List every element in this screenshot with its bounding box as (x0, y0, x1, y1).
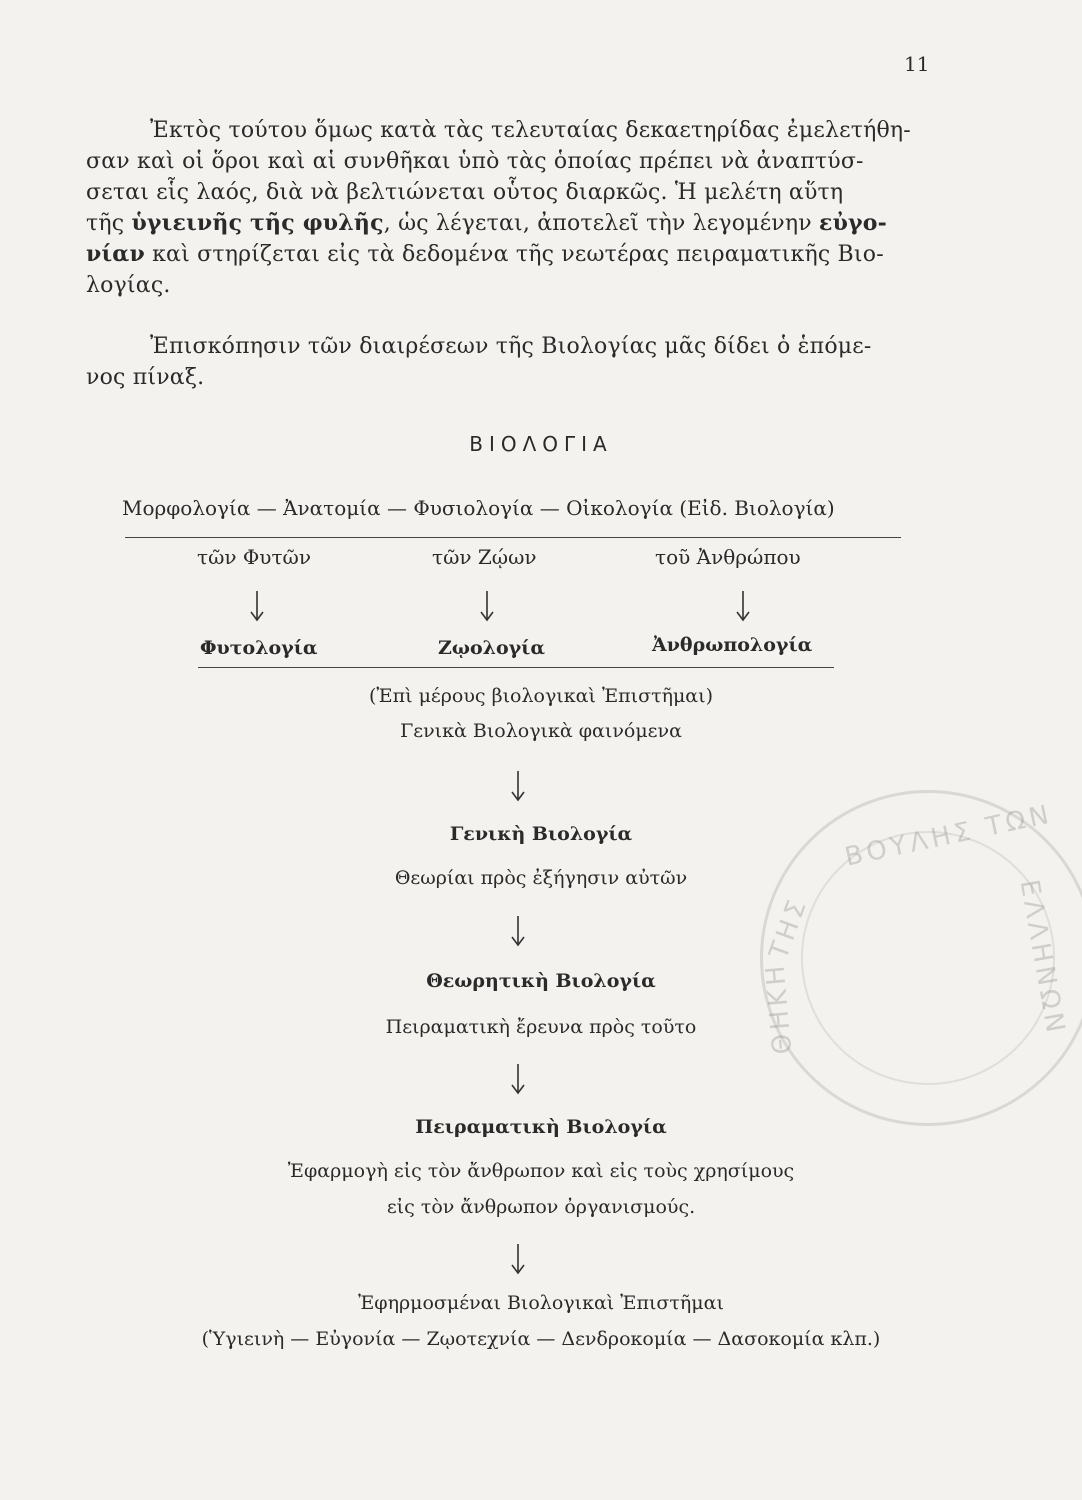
paragraph-line: σαν καὶ οἱ ὅροι καὶ αἱ συνθῆκαι ὑπὸ τὰς ὁποίας πρέπει νὰ ἀναπτύσ- (86, 149, 864, 174)
paragraph-line: σεται εἷς λαός, διὰ νὰ βελτιώνεται οὗτος διαρκῶς. Ἡ μελέτη αὕτη (86, 180, 844, 205)
down-arrow-icon (511, 1243, 525, 1275)
down-arrow-icon (736, 590, 750, 622)
column-group-animals: τῶν Ζῴων (432, 545, 537, 569)
science-phytology: Φυτολογία (200, 637, 318, 659)
down-arrow-icon (250, 590, 264, 622)
paragraph-overview (86, 331, 946, 393)
applied-sciences: Ἐφηρμοσμέναι Βιολογικαὶ Ἐπιστῆμαι (358, 1292, 724, 1314)
text-run: καὶ στηρίζεται εἰς τὰ δεδομένα τῆς νεωτέρας πειραματικῆς Βιο- (144, 242, 884, 267)
stamp-text: ΕΛΛΗΝΩΝ (1013, 877, 1071, 1039)
applied-sciences-list: (Ὑγιεινὴ — Εὐγονία — Ζῳοτεχνία — Δενδροκομία — Δασοκομία κλπ.) (201, 1328, 881, 1350)
paragraph-intro (86, 115, 946, 301)
theoretical-biology: Θεωρητικὴ Βιολογία (426, 970, 656, 992)
stamp-inner-ring (801, 831, 1055, 1085)
paragraph-line: Ἐπισκόπησιν τῶν διαιρέσεων τῆς Βιολογίας μᾶς δίδει ὁ ἑπόμε- (150, 334, 872, 359)
science-anthropology: Ἀνθρωπολογία (652, 634, 813, 656)
paragraph-line (86, 239, 946, 270)
library-stamp (760, 790, 1082, 1126)
paragraph-line: λογίας. (86, 273, 171, 298)
theories: Θεωρίαι πρὸς ἐξήγησιν αὐτῶν (394, 867, 688, 889)
column-group-plants: τῶν Φυτῶν (197, 545, 311, 569)
divider-line (125, 537, 901, 538)
application-line-2: εἰς τὸν ἄνθρωπον ὀργανισμούς. (386, 1196, 696, 1218)
column-group-human: τοῦ Ἀνθρώπου (655, 545, 801, 569)
text-run: , ὡς λέγεται, ἀποτελεῖ τὴν λεγομένην (383, 211, 820, 236)
down-arrow-icon (511, 915, 525, 947)
experimental-research: Πειραματικὴ ἔρευνα πρὸς τοῦτο (385, 1016, 697, 1038)
paragraph-line: νος πίναξ. (86, 365, 205, 390)
stamp-text: ΒΟΥΛΗΣ ΤΩΝ (842, 799, 1056, 873)
diagram-header-row: Μορφολογία — Ἀνατομία — Φυσιολογία — Οἰκολογία (Εἰδ. Βιολογία) (122, 496, 835, 520)
text-run: τῆς (86, 211, 132, 236)
diagram-title: ΒΙΟΛΟΓΙΑ (469, 432, 613, 456)
general-phenomena: Γενικὰ Βιολογικὰ φαινόμενα (400, 720, 682, 742)
bold-term: ὑγιεινῆς τῆς φυλῆς (131, 210, 384, 236)
science-zoology: Ζῳολογία (438, 637, 545, 659)
down-arrow-icon (511, 770, 525, 802)
stamp-text: ΤΗΣ (763, 892, 814, 964)
experimental-biology: Πειραματικὴ Βιολογία (415, 1116, 667, 1138)
down-arrow-icon (511, 1063, 525, 1095)
bold-term: εὐγο- (819, 210, 887, 236)
stamp-text: ΘΗΚΗ (760, 960, 799, 1056)
paragraph-line (86, 208, 946, 239)
paragraph-line: Ἐκτὸς τούτου ὅμως κατὰ τὰς τελευταίας δεκαετηρίδας ἐμελετήθη- (150, 118, 911, 143)
page-number: 11 (904, 52, 930, 76)
application-line-1: Ἐφαρμογὴ εἰς τὸν ἄνθρωπον καὶ εἰς τοὺς χρησίμους (287, 1160, 795, 1182)
divider-line (198, 667, 834, 668)
partial-sciences-note: (Ἐπὶ μέρους βιολογικαὶ Ἐπιστῆμαι) (368, 685, 714, 707)
down-arrow-icon (480, 590, 494, 622)
general-biology: Γενικὴ Βιολογία (449, 823, 633, 845)
bold-term: νίαν (86, 241, 145, 267)
